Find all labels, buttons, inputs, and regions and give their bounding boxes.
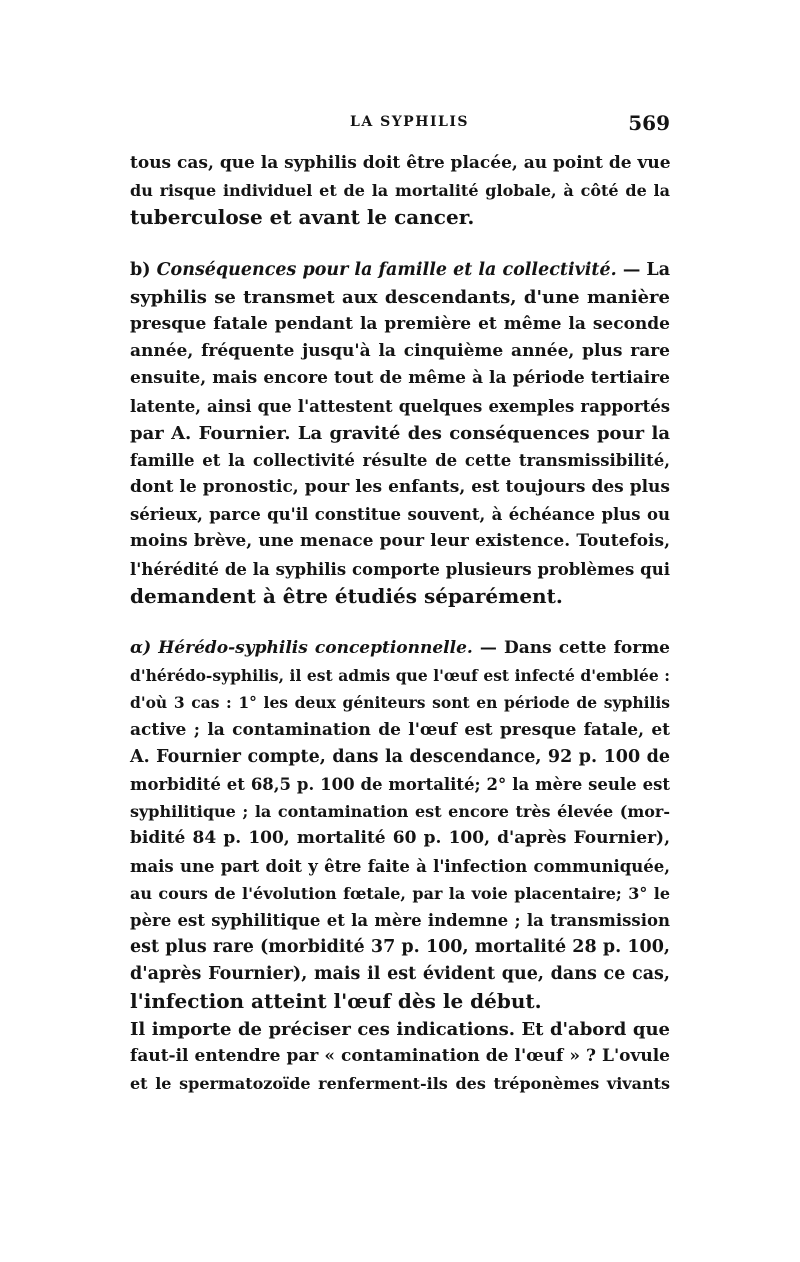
text-line: tuberculose et avant le cancer.	[130, 205, 475, 230]
running-head	[130, 111, 670, 138]
text-line: mais une part doit y être faite à l'infection communiquée,	[130, 856, 670, 876]
text-line: syphilis se transmet aux descendants, d'une manière	[130, 286, 670, 308]
text-line: sérieux, parce qu'il constitue souvent, à échéance plus ou	[130, 505, 670, 525]
text-line: A. Fournier compte, dans la descendance, 92 p. 100 de	[130, 746, 670, 767]
section-heading: Conséquences pour la famille et la collectivité.	[156, 259, 617, 280]
text-line: morbidité et 68,5 p. 100 de mortalité; 2° la mère seule est	[130, 774, 670, 794]
text-line: d'après Fournier), mais il est évident que, dans ce cas,	[130, 964, 670, 985]
text-line: moins brève, une menace pour leur existence. Toutefois,	[130, 531, 670, 552]
text-line: faut-il entendre par « contamination de l'œuf » ? L'ovule	[130, 1045, 670, 1066]
heading-continuation: — La	[616, 259, 671, 280]
text-line: année, fréquente jusqu'à la cinquième année, plus rare	[130, 341, 670, 362]
text-line: demandent à être étudiés séparément.	[130, 583, 563, 608]
text-line: latente, ainsi que l'attestent quelques exemples rapportés	[130, 396, 670, 416]
text-line: syphilitique ; la contamination est encore très élevée (mor-	[130, 802, 670, 822]
text-line: dont le pronostic, pour les enfants, est toujours des plus	[130, 477, 670, 498]
text-line: d'où 3 cas : 1° les deux géniteurs sont en période de syphilis	[130, 693, 670, 713]
section-label: b)	[130, 259, 151, 280]
text-line: par A. Fournier. La gravité des conséquences pour la	[130, 422, 670, 444]
text-line: père est syphilitique et la mère indemne ; la transmission	[130, 910, 670, 930]
text-line: l'infection atteint l'œuf dès le début.	[130, 989, 542, 1014]
paragraph-2	[130, 257, 670, 610]
text-line: presque fatale pendant la première et même la seconde	[130, 313, 670, 334]
text-line: l'hérédité de la syphilis comporte plusieurs problèmes qui	[130, 559, 670, 579]
text-line: famille et la collectivité résulte de cette transmissibilité,	[130, 450, 670, 470]
text-line: Il importe de préciser ces indications. Et d'abord que	[130, 1018, 670, 1040]
text-line: est plus rare (morbidité 37 p. 100, mortalité 28 p. 100,	[130, 937, 670, 958]
text-line: active ; la contamination de l'œuf est presque fatale, et	[130, 719, 670, 740]
text-line: bidité 84 p. 100, mortalité 60 p. 100, d'après Fournier),	[130, 828, 670, 849]
text-line: d'hérédo-syphilis, il est admis que l'œuf est infecté d'emblée :	[130, 666, 670, 686]
page-number: 569	[628, 111, 670, 135]
text-line: du risque individuel et de la mortalité globale, à côté de la	[130, 181, 670, 201]
paragraph-4	[130, 1016, 670, 1098]
section-label: α)	[130, 638, 152, 658]
paragraph-1	[130, 150, 670, 232]
section-heading-line	[130, 257, 670, 284]
text-line: tous cas, que la syphilis doit être placée, au point de vue	[130, 153, 671, 173]
text-line: ensuite, mais encore tout de même à la période tertiaire	[130, 368, 670, 389]
running-title: LA SYPHILIS	[350, 114, 469, 130]
heading-continuation: — Dans cette forme	[472, 638, 670, 658]
section-heading: Hérédo-syphilis conceptionnelle.	[158, 638, 473, 658]
body-text	[130, 150, 670, 1097]
section-heading-line	[130, 635, 670, 662]
paragraph-3	[130, 635, 670, 1016]
text-line: au cours de l'évolution fœtale, par la voie placentaire; 3° le	[130, 883, 670, 903]
text-line: et le spermatozoïde renferment-ils des tréponèmes vivants	[130, 1074, 670, 1093]
